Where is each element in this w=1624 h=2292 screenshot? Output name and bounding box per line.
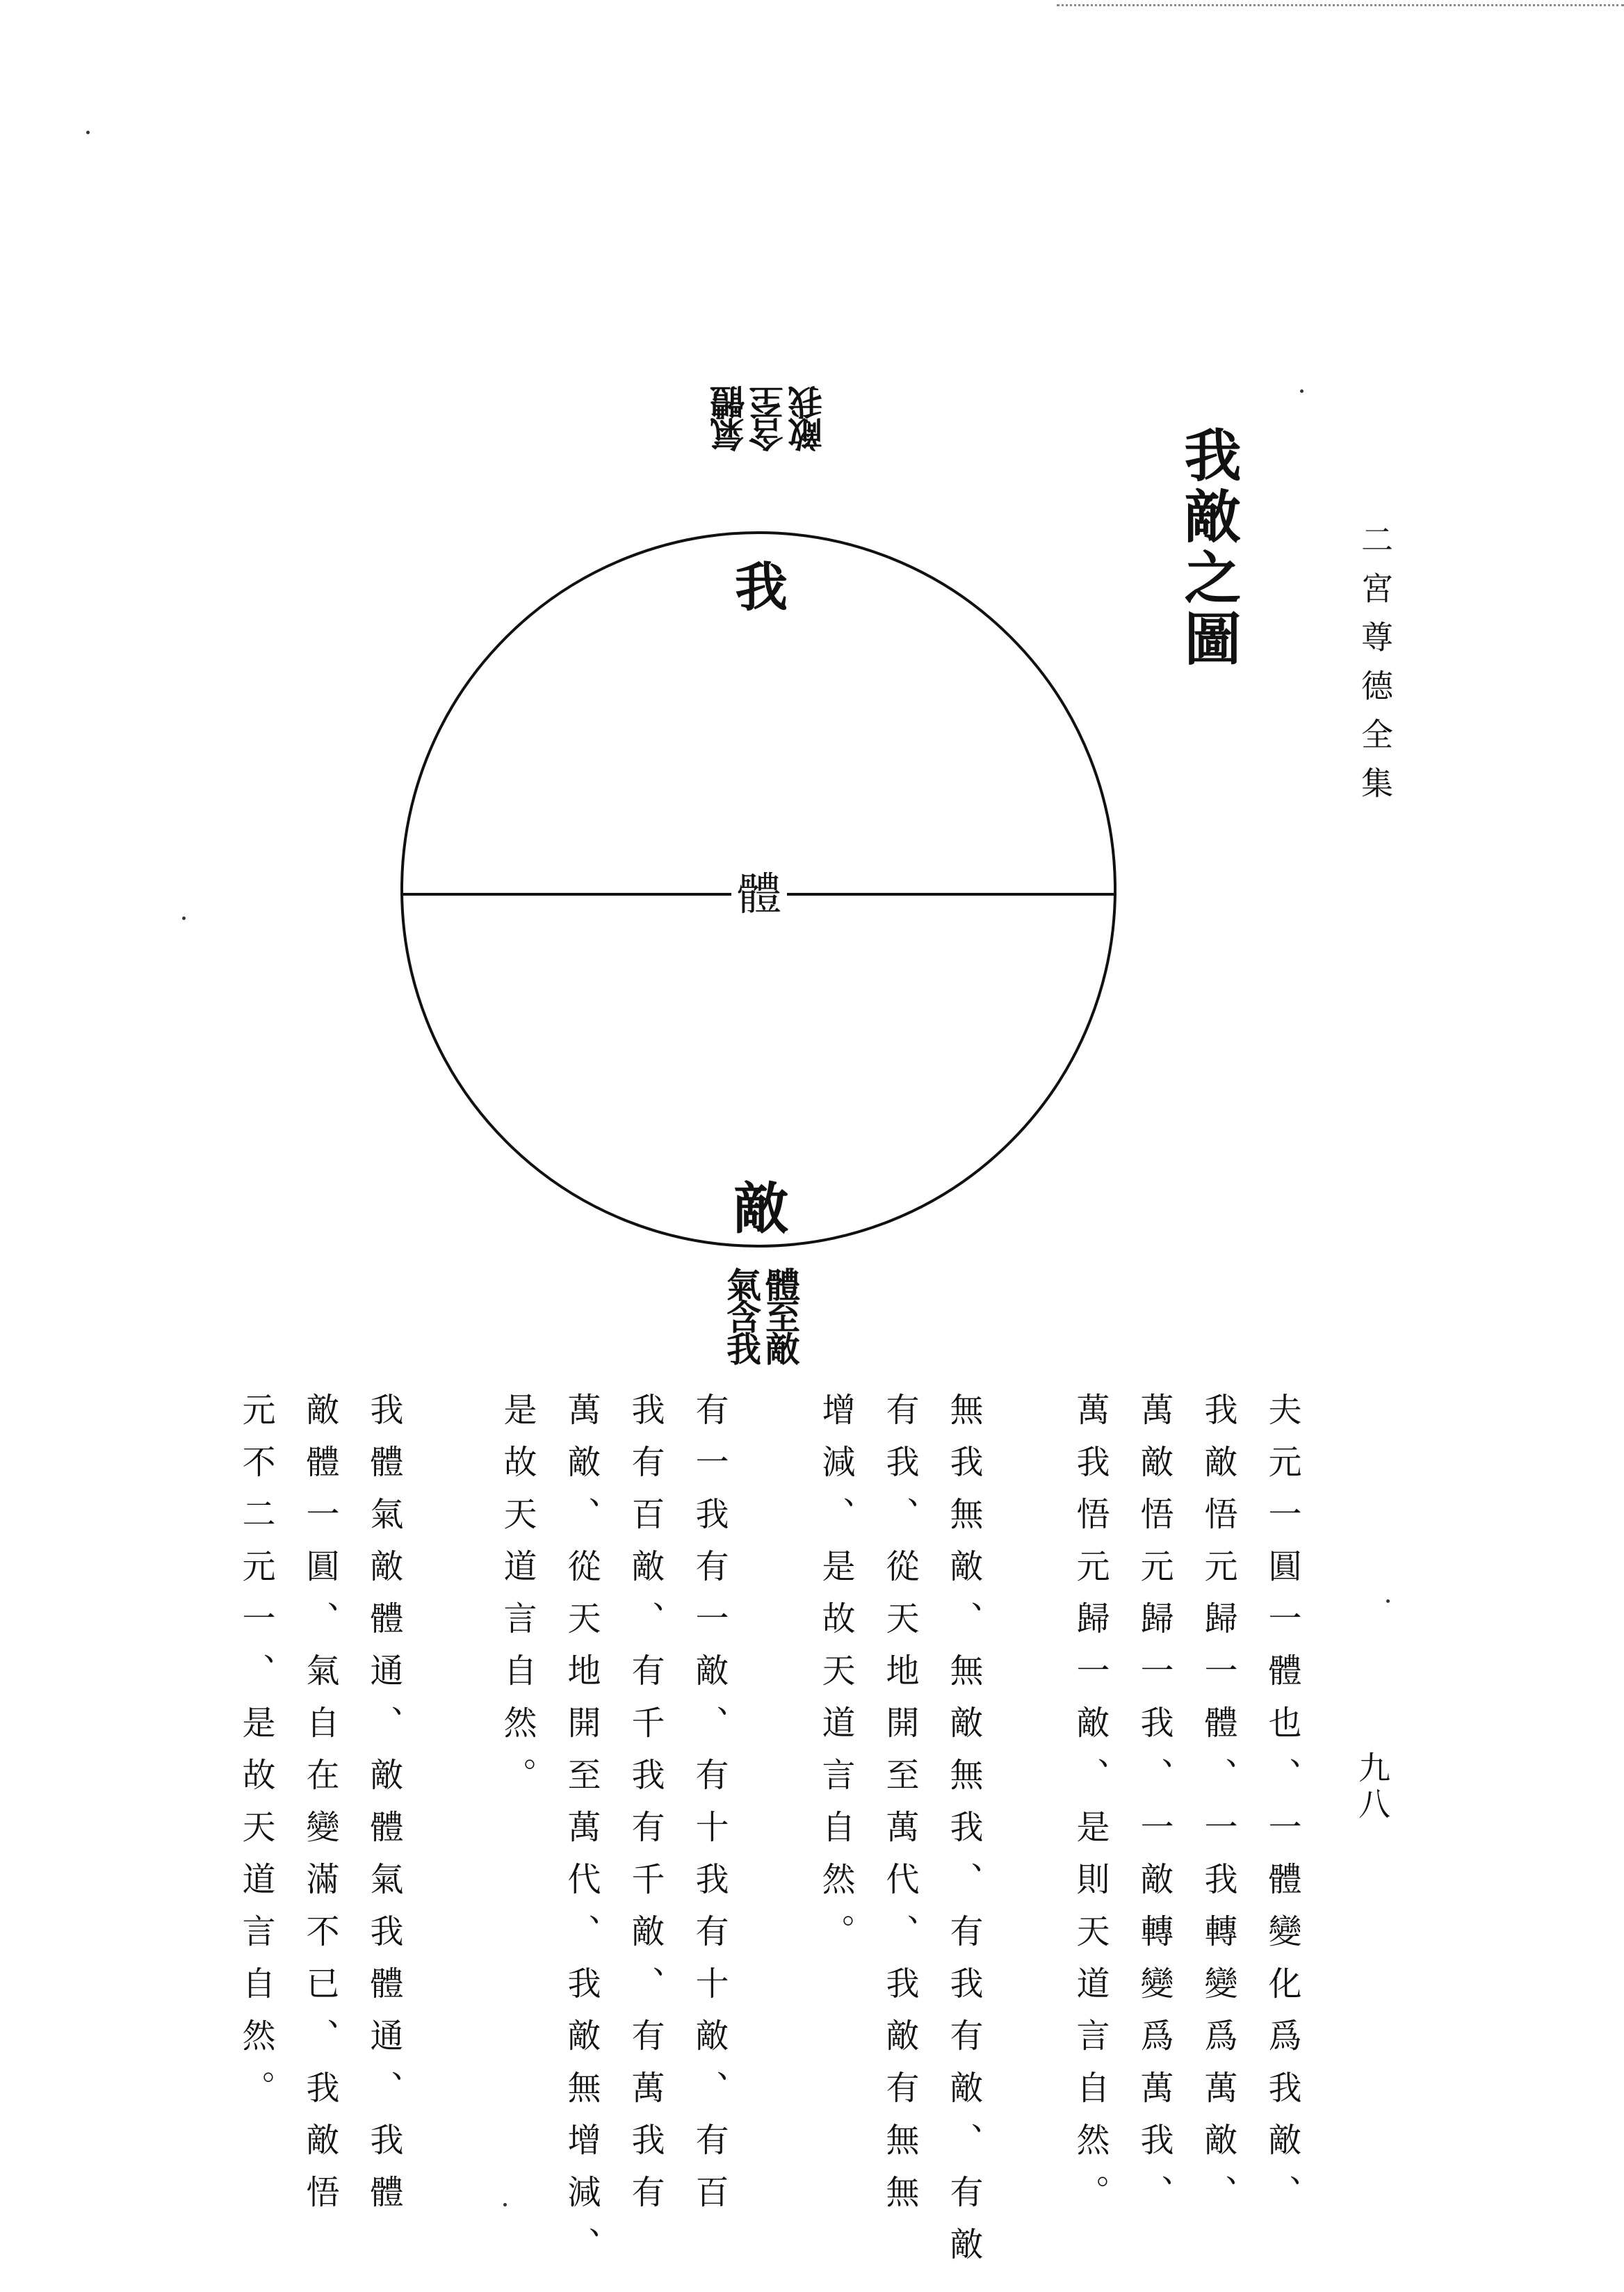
paper-speck <box>86 131 90 134</box>
text-column: 無我無敵、無敵無我、有我有敵、有敵 <box>944 1392 983 2279</box>
text-column: 是故天道言自然。 <box>498 1392 537 1809</box>
paper-speck <box>1386 1599 1390 1603</box>
series-title: 二宮尊德全集 <box>1356 523 1394 815</box>
text-column: 萬敵、從天地開至萬代、我敵無增減、 <box>562 1392 601 2279</box>
figure-top-note <box>710 388 827 452</box>
text-column: 增減、是故天道言自然。 <box>816 1392 855 1966</box>
paper-speck <box>182 917 186 920</box>
top-note-column: 含至 <box>748 388 789 452</box>
paper-speck <box>1300 389 1304 393</box>
text-column: 我體氣敵體通、敵體氣我體通、我體 <box>364 1392 403 2227</box>
text-column: 萬我悟元歸一敵、是則天道言自然。 <box>1071 1392 1110 2227</box>
circle-label-self: 我 <box>735 556 788 618</box>
text-column: 萬敵悟元歸一我、一敵轉變爲萬我、 <box>1135 1392 1174 2227</box>
text-column: 夫元一圓一體也、一體變化爲我敵、 <box>1262 1392 1301 2227</box>
top-note-column: 敵我 <box>787 388 828 452</box>
text-column: 有一我有一敵、有十我有十敵、有百 <box>690 1392 729 2227</box>
bottom-note-column: 體至敵 <box>760 1267 801 1363</box>
bottom-note-column: 氣含我 <box>721 1267 762 1363</box>
figure-bottom-note <box>722 1267 799 1363</box>
text-column: 敵體一圓、氣自在變滿不已、我敵悟 <box>300 1392 339 2227</box>
text-column: 我敵悟元歸一體、一我轉變爲萬敵、 <box>1199 1392 1237 2227</box>
text-column: 元不二元一、是故天道言自然。 <box>236 1392 275 2122</box>
text-column: 有我、從天地開至萬代、我敵有無無 <box>880 1392 919 2227</box>
top-edge-rule <box>1057 4 1624 6</box>
text-column: 我有百敵、有千我有千敵、有萬我有 <box>626 1392 665 2227</box>
circle-label-body: 體 <box>731 873 787 917</box>
top-note-column: 氣體 <box>709 388 750 452</box>
page-number: 九八 <box>1354 1751 1391 1823</box>
figure-title: 我敵之圖 <box>1175 426 1242 670</box>
circle-label-enemy: 敵 <box>733 1176 789 1241</box>
paper-speck <box>503 2203 507 2206</box>
